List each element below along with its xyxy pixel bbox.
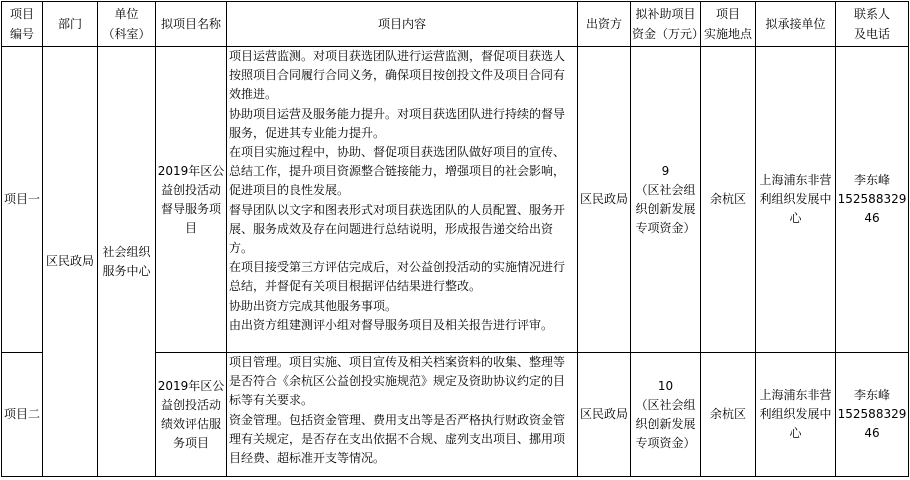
- project-content: [227, 47, 578, 353]
- contact: [836, 47, 909, 353]
- contact-phone: 15258832946: [837, 407, 907, 440]
- content-line: 协助出资方完成其他服务事项。: [229, 298, 398, 313]
- column-header: 联系人 及电话: [836, 2, 909, 47]
- department: 区民政局: [43, 47, 98, 477]
- amount: [631, 353, 701, 477]
- column-header: 拟项目名称: [156, 2, 227, 47]
- header-row: [2, 2, 909, 47]
- column-header: 项目 编号: [2, 2, 43, 47]
- project-name: 2019年区公益创投活动绩效评估服务项目: [156, 353, 227, 477]
- contractor: 上海浦东非营利组织发展中心: [756, 353, 836, 477]
- content-line: 项目运营监测。对项目获选团队进行运营监测，督促项目获选人按照项目合同履行合同义务，确保项目按创投文件及项目合同有效推进。: [229, 49, 566, 102]
- content-line: 项目管理。项目实施、项目宣传及相关档案资料的收集、整理等是否符合《余杭区公益创投实施规范》规定及资助协议约定的目标等有关要求。: [229, 355, 566, 408]
- amount-value: 9: [661, 163, 670, 178]
- column-header: 项目内容: [227, 2, 578, 47]
- table-row: [2, 47, 909, 353]
- contact-phone: 15258832946: [837, 192, 907, 225]
- amount: [631, 47, 701, 353]
- contractor: 上海浦东非营利组织发展中心: [756, 47, 836, 353]
- project-content: [227, 353, 578, 477]
- contact-name: 李东峰: [853, 388, 890, 402]
- contact: [836, 353, 909, 477]
- column-header: 出资方: [578, 2, 631, 47]
- project-id: 项目二: [2, 353, 43, 477]
- amount-note: （区社会组织创新发展专项资金）: [635, 182, 696, 235]
- amount-value: 10: [657, 378, 674, 393]
- contact-name: 李东峰: [853, 173, 890, 187]
- column-header: 拟承接单位: [756, 2, 836, 47]
- content-line: 督导团队以文字和图表形式对项目获选团队的人员配置、服务开展、服务成效及存在问题进行总结说明，形成报告递交给出资方。: [229, 202, 566, 256]
- project-id: 项目一: [2, 47, 43, 353]
- column-header: 拟补助项目 资金（万元）: [631, 2, 701, 47]
- funder: 区民政局: [578, 47, 631, 353]
- content-line: 资金管理。包括资金管理、费用支出等是否严格执行财政资金管理有关规定，是否存在支出依据不合规、虚列支出项目、挪用项目经费、超标准开支等情况。: [229, 412, 566, 466]
- content-line: 协助项目运营及服务能力提升。对项目获选团队进行持续的督导服务，促进其专业能力提升。: [229, 106, 566, 140]
- column-header: 项目 实施地点: [701, 2, 756, 47]
- content-line: 在项目实施过程中，协助、督促项目获选团队做好项目的宣传、总结工作，提升项目资源整合链接能力，增强项目的社会影响，促进项目的良性发展。: [229, 145, 566, 198]
- project-name: 2019年区公益创投活动督导服务项目: [156, 47, 227, 353]
- column-header: 部门: [43, 2, 98, 47]
- unit: 社会组织服务中心: [98, 47, 156, 477]
- location: 余杭区: [701, 353, 756, 477]
- column-header: 单位 （科室）: [98, 2, 156, 47]
- content-line: 在项目接受第三方评估完成后，对公益创投活动的实施情况进行总结，并督促有关项目根据评估结果进行整改。: [229, 260, 566, 294]
- content-line: 由出资方组建测评小组对督导服务项目及相关报告进行评审。: [229, 317, 554, 332]
- location: 余杭区: [701, 47, 756, 353]
- funder: 区民政局: [578, 353, 631, 477]
- project-table: [1, 1, 909, 477]
- amount-note: （区社会组织创新发展专项资金）: [635, 397, 696, 450]
